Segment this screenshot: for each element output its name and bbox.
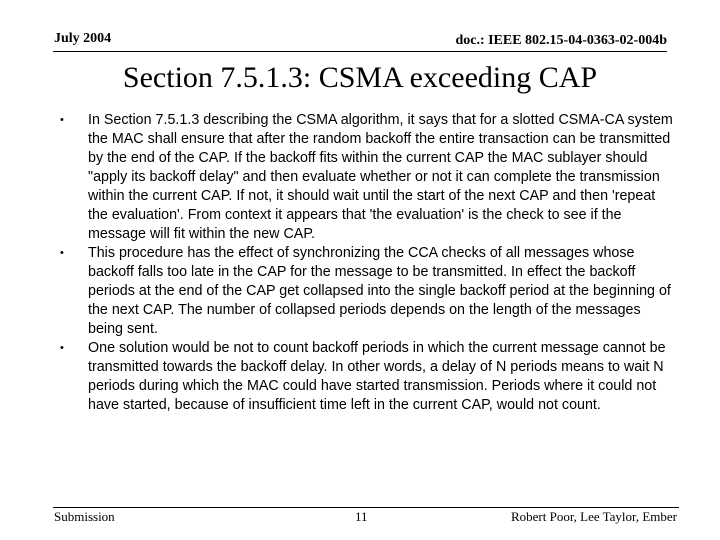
footer-submission-label: Submission	[54, 509, 115, 524]
bullet-icon: •	[60, 342, 64, 354]
bullet-text: This procedure has the effect of synchronizing the CCA checks of all messages whose backoff falls too late in the CAP for the message to be transmitted. In effect the backoff periods at the end of the CAP get collapsed into the single backoff period at the beginning of the next CAP. The number of collapsed periods depends on the length of the messages being sent.	[88, 245, 671, 337]
bullet-item	[54, 339, 674, 415]
bullet-list	[54, 111, 674, 415]
bullet-icon: •	[60, 114, 64, 126]
bullet-item	[54, 111, 674, 244]
bullet-icon: •	[60, 247, 64, 259]
footer-divider	[53, 507, 679, 508]
footer-authors: Robert Poor, Lee Taylor, Ember	[510, 509, 677, 524]
header-date: July 2004	[54, 31, 112, 46]
bullet-text: In Section 7.5.1.3 describing the CSMA algorithm, it says that for a slotted CSMA-CA system the MAC shall ensure that after the random backoff the entire transaction can be transmitted by the end of the CAP. If the backoff fits within the current CAP the MAC sublayer should "apply its backoff delay" and then evaluate whether or not it can complete the transmission within the current CAP. If not, it should wait until the start of the next CAP and then 'repeat the evaluation'. From context it appears that 'the evaluation' is the check to see if the message will fit within the new CAP.	[88, 112, 673, 242]
slide-title: Section 7.5.1.3: CSMA exceeding CAP	[122, 61, 598, 94]
header-doc-id: doc.: IEEE 802.15-04-0363-02-004b	[455, 33, 667, 48]
bullet-text: One solution would be not to count backoff periods in which the current message cannot be transmitted towards the backoff delay. In other words, a delay of N periods means to wait N periods during which the MAC could have started transmission. Periods where it could not have started, because of insufficient time left in the current CAP, would not count.	[88, 340, 666, 413]
header-divider	[53, 51, 667, 52]
bullet-item	[54, 244, 674, 339]
footer-page-number: 11	[355, 509, 368, 524]
